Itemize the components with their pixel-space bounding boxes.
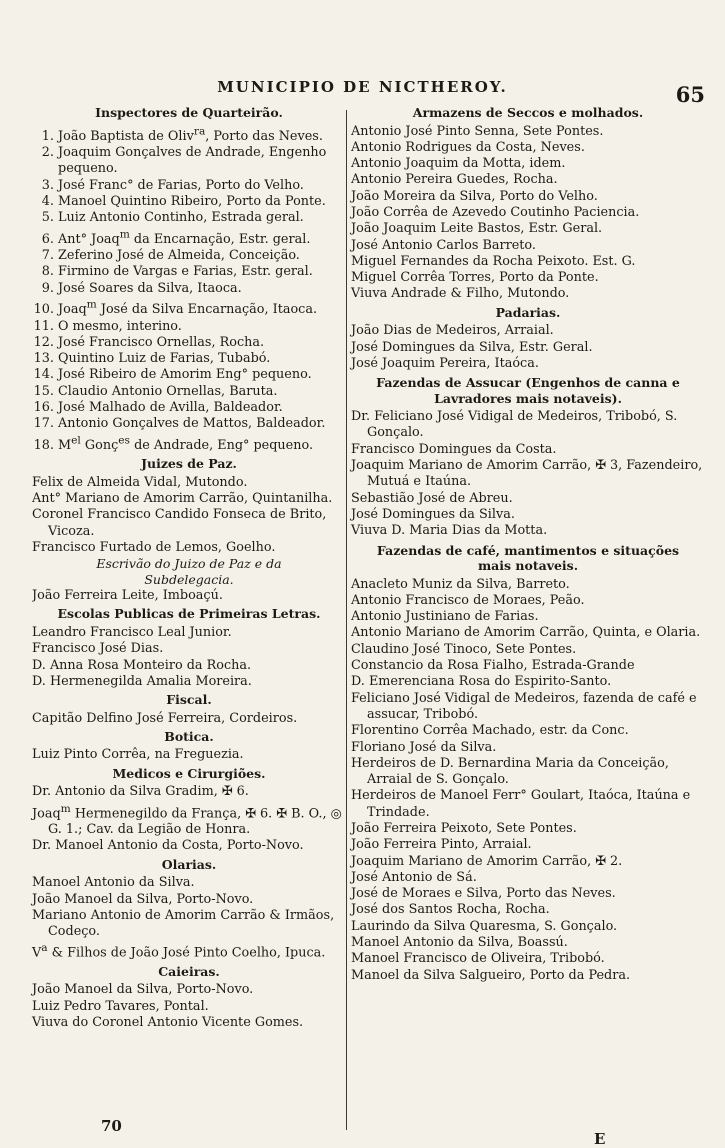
list-item: Laurindo da Silva Quaresma, S. Gonçalo. xyxy=(351,918,618,934)
list-item: Felix de Almeida Vidal, Mutondo. xyxy=(32,474,248,490)
list-item: João Corrêa de Azevedo Coutinho Paciencia. xyxy=(351,204,640,220)
list-item: Antonio Rodrigues da Costa, Neves. xyxy=(351,139,585,155)
list-item: Miguel Corrêa Torres, Porto da Ponte. xyxy=(351,270,599,286)
list-item: D. Hermenegilda Amalia Moreira. xyxy=(32,673,252,689)
list-item: Miguel Fernandes da Rocha Peixoto. Est. G. xyxy=(351,253,636,269)
list-item: Francisco Furtado de Lemos, Goelho. xyxy=(32,539,276,555)
list-item: Antonio Francisco de Moraes, Peão. xyxy=(351,592,585,608)
item-text: João Baptista de Oliv$^{ra}$, Porto das Neves. xyxy=(58,124,323,144)
page-title: MUNICIPIO DE NICTHEROY. xyxy=(217,78,508,96)
item-number: 15. xyxy=(33,383,54,399)
item-number: 5. xyxy=(41,210,54,226)
list-item: Capitão Delfino José Ferreira, Cordeiros. xyxy=(32,710,298,726)
item-text: Manoel Quintino Ribeiro, Porto da Ponte. xyxy=(58,193,326,209)
item-number: 14. xyxy=(33,367,54,383)
item-number: 18. xyxy=(33,437,54,453)
list-item: João Moreira da Silva, Porto do Velho. xyxy=(351,188,598,204)
list-item: Herdeiros de Manoel Ferr° Goulart, Itaóca, Itaúna e Trindade. xyxy=(351,788,691,820)
section-heading: Juizes de Paz. xyxy=(141,456,237,472)
list-item: João Ferreira Peixoto, Sete Pontes. xyxy=(351,820,577,836)
list-item xyxy=(32,124,346,146)
list-item: Feliciano José Vidigal de Medeiros, fazenda de café e assucar, Tribobó. xyxy=(351,690,697,722)
section-heading: Medicos e Cirurgiões. xyxy=(112,765,266,781)
list-item: João Manoel da Silva, Porto-Novo. xyxy=(32,891,254,907)
list-item xyxy=(32,248,346,264)
list-item xyxy=(32,335,346,351)
list-item xyxy=(32,145,346,178)
item-text: José Soares da Silva, Itaoca. xyxy=(58,280,242,296)
caieiras-list xyxy=(32,982,346,1031)
list-item xyxy=(32,194,346,210)
item-number: 12. xyxy=(33,334,54,350)
list-item: Ant° Mariano de Amorim Carrão, Quintanilha. xyxy=(32,491,333,506)
list-item: Dr. Manoel Antonio da Costa, Porto-Novo. xyxy=(32,838,304,854)
list-item: Luiz Pedro Tavares, Pontal. xyxy=(32,998,209,1014)
list-item xyxy=(32,227,346,249)
list-item: Viuva do Coronel Antonio Vicente Gomes. xyxy=(32,1015,304,1031)
list-item: Viuva D. Maria Dias da Motta. xyxy=(351,523,548,539)
item-text: Luiz Antonio Continho, Estrada geral. xyxy=(58,210,304,226)
right-column xyxy=(351,103,705,984)
item-text: José Malhado de Avilla, Baldeador. xyxy=(58,400,283,416)
signature-mark: E xyxy=(594,1130,606,1148)
list-item xyxy=(32,264,346,280)
list-item xyxy=(32,351,346,367)
padarias-list xyxy=(351,323,705,372)
item-number: 7. xyxy=(41,248,54,264)
list-item: Joaquim Mariano de Amorim Carrão, ✠ 3, Fazendeiro, Mutuá e Itaúna. xyxy=(351,458,703,490)
list-item: Constancio da Rosa Fialho, Estrada-Grande xyxy=(351,658,635,674)
list-item: D. Anna Rosa Monteiro da Rocha. xyxy=(32,657,252,673)
list-item: Antonio Justiniano de Farias. xyxy=(351,609,539,625)
list-item: Manoel Antonio da Silva. xyxy=(32,875,195,891)
item-number: 2. xyxy=(41,145,54,161)
list-item: José Antonio de Sá. xyxy=(351,869,477,885)
section-heading: Fazendas de café, mantimentos e situações mais notaveis. xyxy=(376,542,680,574)
page-number: 65 xyxy=(675,82,705,107)
list-item: Francisco Domingues da Costa. xyxy=(351,441,557,457)
list-item: José Domingues da Silva, Estr. Geral. xyxy=(351,339,593,355)
item-number: 6. xyxy=(41,231,54,247)
list-item xyxy=(32,297,346,319)
list-item xyxy=(32,281,346,297)
olarias-list xyxy=(32,875,346,962)
list-item: Francisco José Dias. xyxy=(32,641,164,657)
item-text: Quintino Luiz de Farias, Tubabó. xyxy=(58,351,271,367)
list-item: João Ferreira Leite, Imboaçú. xyxy=(32,588,223,604)
juizes-list xyxy=(32,475,346,556)
item-number: 3. xyxy=(41,177,54,193)
list-item: Dr. Antonio da Silva Gradim, ✠ 6. xyxy=(32,784,249,800)
list-item xyxy=(32,210,346,226)
section-heading: Botica. xyxy=(164,728,214,744)
column-divider xyxy=(346,110,347,1130)
item-text: Firmino de Vargas e Farias, Estr. geral. xyxy=(58,264,313,280)
list-item xyxy=(32,384,346,400)
list-item: Mariano Antonio de Amorim Carrão & Irmãos, Codeço. xyxy=(32,907,335,940)
item-number: 13. xyxy=(33,351,54,367)
item-number: 4. xyxy=(41,193,54,209)
assucar-list xyxy=(351,409,705,539)
list-item: Joaq$^m$ Hermenegildo da França, ✠ 6. ✠ B. O., ◎ G. 1.; Cav. da Legião de Honra. xyxy=(32,801,342,838)
escrivao-heading: Escrivão do Juizo de Paz e da Subdelegacia. xyxy=(96,556,282,588)
list-item: Dr. Feliciano José Vidigal de Medeiros, Tribobó, S. Gonçalo. xyxy=(351,409,678,441)
escolas-list xyxy=(32,625,346,690)
list-item xyxy=(32,319,346,335)
list-item: João Joaquim Leite Bastos, Estr. Geral. xyxy=(351,221,603,237)
list-item: Herdeiros de D. Bernardina Maria da Conceição, Arraial de S. Gonçalo. xyxy=(351,755,669,788)
list-item xyxy=(32,367,346,383)
section-heading: Fazendas de Assucar (Engenhos de canna e Lavradores mais notaveis). xyxy=(376,375,680,406)
list-item: Antonio Mariano de Amorim Carrão, Quinta, e Olaria. xyxy=(351,625,701,641)
item-text: José Franc° de Farias, Porto do Velho. xyxy=(58,177,304,193)
section-heading: Fiscal. xyxy=(166,692,212,708)
section-heading: Padarias. xyxy=(495,304,561,320)
item-text: José Ribeiro de Amorim Eng° pequeno. xyxy=(58,367,312,383)
list-item: João Manoel da Silva, Porto-Novo. xyxy=(32,982,254,998)
item-text: José Francisco Ornellas, Rocha. xyxy=(58,334,265,350)
item-text: O mesmo, interino. xyxy=(58,318,182,334)
item-number: 17. xyxy=(33,416,54,432)
list-item: Viuva Andrade & Filho, Mutondo. xyxy=(351,286,570,302)
list-item: José Domingues da Silva. xyxy=(351,506,515,522)
list-item xyxy=(32,400,346,416)
section-heading: Caieiras. xyxy=(158,963,220,979)
left-column xyxy=(32,103,346,1031)
footer-page-number: 70 xyxy=(101,1117,122,1135)
list-item: Antonio José Pinto Senna, Sete Pontes. xyxy=(351,123,604,139)
list-item: José Antonio Carlos Barreto. xyxy=(351,237,536,253)
list-item: Luiz Pinto Corrêa, na Freguezia. xyxy=(32,747,244,763)
item-number: 1. xyxy=(41,128,54,144)
list-item: D. Emerenciana Rosa do Espirito-Santo. xyxy=(351,674,612,690)
item-text: $M^{el}$ Gonç$^{es}$ de Andrade, Eng° pequeno. xyxy=(58,433,314,453)
cafe-list xyxy=(351,577,705,984)
item-number: 11. xyxy=(33,318,54,334)
list-item: Manoel da Silva Salgueiro, Porto da Pedra. xyxy=(351,967,631,983)
inspectores-list xyxy=(32,124,346,455)
list-item: Claudino José Tinoco, Sete Pontes. xyxy=(351,641,577,657)
medicos-list xyxy=(32,784,346,854)
list-item: Leandro Francisco Leal Junior. xyxy=(32,624,232,640)
item-number: 8. xyxy=(41,264,54,280)
list-item: Manoel Francisco de Oliveira, Tribobó. xyxy=(351,951,605,967)
list-item: Coronel Francisco Candido Fonseca de Brito, Vicoza. xyxy=(32,507,327,539)
list-item: José de Moraes e Silva, Porto das Neves. xyxy=(351,886,616,902)
armazens-list xyxy=(351,124,705,303)
list-item: Manoel Antonio da Silva, Boassú. xyxy=(351,935,568,951)
list-item: José dos Santos Rocha, Rocha. xyxy=(351,902,550,918)
list-item: João Ferreira Pinto, Arraial. xyxy=(351,837,532,853)
list-item: Joaquim Mariano de Amorim Carrão, ✠ 2. xyxy=(351,853,623,869)
item-number: 9. xyxy=(41,280,54,296)
list-item: João Dias de Medeiros, Arraial. xyxy=(351,323,554,339)
list-item: $V^a$ & Filhos de João José Pinto Coelho, Ipuca. xyxy=(32,941,326,961)
list-item: Florentino Corrêa Machado, estr. da Conc. xyxy=(351,723,629,739)
list-item xyxy=(32,416,346,432)
item-text: Joaq$^m$ José da Silva Encarnação, Itaoca. xyxy=(58,298,318,318)
list-item: Antonio Joaquim da Motta, idem. xyxy=(351,156,566,172)
item-text: Ant° Joaq$^m$ da Encarnação, Estr. geral. xyxy=(58,227,311,247)
item-text: Claudio Antonio Ornellas, Baruta. xyxy=(58,383,278,399)
item-text: Antonio Gonçalves de Mattos, Baldeador. xyxy=(58,416,326,432)
list-item: Floriano José da Silva. xyxy=(351,739,497,755)
item-text: Joaquim Gonçalves de Andrade, Engenho pequeno. xyxy=(58,145,327,177)
item-text: Zeferino José de Almeida, Conceição. xyxy=(58,248,300,264)
list-item: Sebastião José de Abreu. xyxy=(351,490,513,506)
section-heading: Inspectores de Quarteirão. xyxy=(95,105,283,120)
section-heading: Olarias. xyxy=(161,856,217,872)
item-number: 16. xyxy=(33,400,54,416)
list-item: José Joaquim Pereira, Itaóca. xyxy=(351,355,539,371)
list-item xyxy=(32,178,346,194)
item-number: 10. xyxy=(33,302,54,318)
section-heading: Armazens de Seccos e molhados. xyxy=(412,105,644,120)
list-item: Antonio Pereira Guedes, Rocha. xyxy=(351,172,558,188)
section-heading: Escolas Publicas de Primeiras Letras. xyxy=(57,606,321,622)
list-item: Anacleto Muniz da Silva, Barreto. xyxy=(351,576,570,592)
list-item xyxy=(32,433,346,455)
